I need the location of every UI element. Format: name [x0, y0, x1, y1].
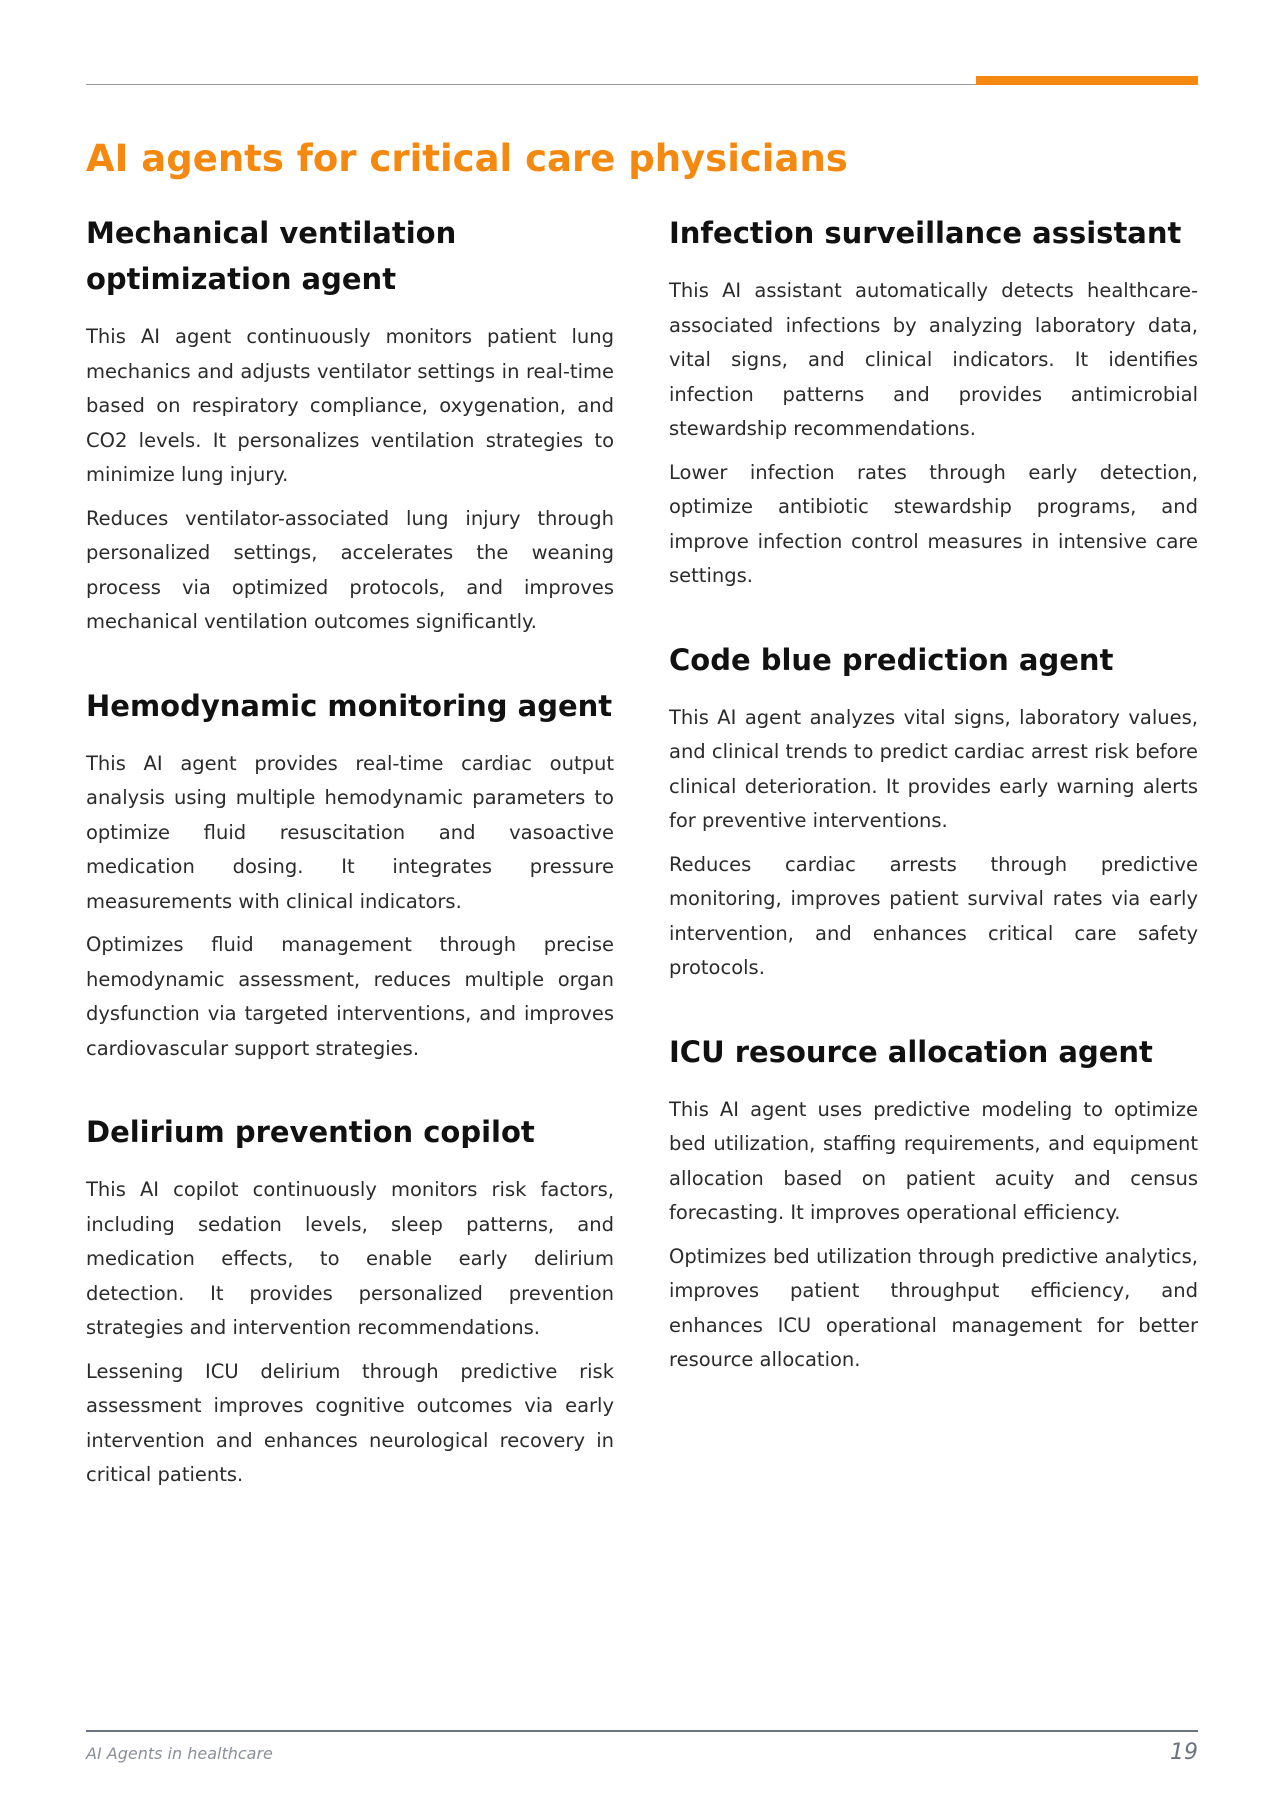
footer-document-title: AI Agents in healthcare: [86, 1744, 273, 1763]
section-benefits: Optimizes bed utilization through predictive analytics, improves patient throughput efficiency, and enhances ICU operational management for better resource allocation.: [669, 1244, 1198, 1371]
section-benefits: Reduces ventilator-associated lung injury through personalized settings, accelerates the weaning process via optimized protocols, and improves mechanical ventilation outcomes significantly.: [86, 506, 614, 633]
section-benefits: Optimizes fluid management through precise hemodynamic assessment, reduces multiple organ dysfunction via targeted interventions, and improves cardiovascular support strategies.: [86, 933, 614, 1060]
page-number: 19: [1170, 1740, 1198, 1765]
section-heading: Hemodynamic monitoring agent: [86, 688, 613, 723]
section-infection-surveillance: [669, 210, 1198, 594]
page-title: AI agents for critical care physicians: [86, 137, 848, 180]
section-code-blue-prediction: [669, 637, 1198, 986]
header-accent-bar: [976, 76, 1198, 85]
right-column: [669, 210, 1198, 1378]
section-description: This AI copilot continuously monitors risk factors, including sedation levels, sleep patterns, and medication effects, to enable early delirium detection. It provides personalized prevention strategies and intervention recommendations.: [86, 1178, 614, 1339]
section-benefits: Reduces cardiac arrests through predictive monitoring, improves patient survival rates via early intervention, and enhances critical care safety protocols.: [669, 852, 1198, 979]
section-description: This AI agent uses predictive modeling to optimize bed utilization, staffing requirements, and equipment allocation based on patient acuity and census forecasting. It improves operational efficiency.: [669, 1097, 1198, 1224]
section-mechanical-ventilation: [86, 210, 614, 640]
section-description: This AI agent provides real-time cardiac output analysis using multiple hemodynamic parameters to optimize fluid resuscitation and vasoactive medication dosing. It integrates pressure measurements with clinical indicators.: [86, 751, 614, 913]
section-heading: Delirium prevention copilot: [86, 1115, 535, 1149]
section-delirium-prevention: [86, 1109, 614, 1493]
section-benefits: Lower infection rates through early detection, optimize antibiotic stewardship programs, and improve infection control measures in intensive care settings.: [669, 460, 1198, 587]
footer-divider: [86, 1730, 1198, 1732]
section-icu-resource-allocation: [669, 1029, 1198, 1378]
section-heading: Infection surveillance assistant: [669, 216, 1182, 250]
left-column: [86, 210, 614, 1493]
section-benefits: Lessening ICU delirium through predictive risk assessment improves cognitive outcomes via early intervention and enhances neurological recovery in critical patients.: [86, 1359, 614, 1486]
section-heading: ICU resource allocation agent: [669, 1034, 1153, 1069]
section-description: This AI assistant automatically detects healthcare-associated infections by analyzing laboratory data, vital signs, and clinical indicators. It identifies infection patterns and provides antimicrobial stewardship recommendations.: [669, 279, 1198, 440]
section-description: This AI agent continuously monitors patient lung mechanics and adjusts ventilator settings in real-time based on respiratory compliance, oxygenation, and CO2 levels. It personalizes ventilation strategies to minimize lung injury.: [86, 325, 614, 486]
section-heading: Code blue prediction agent: [669, 642, 1114, 677]
section-heading: Mechanical ventilation optimization agent: [86, 216, 457, 296]
section-hemodynamic-monitoring: [86, 683, 614, 1067]
section-description: This AI agent analyzes vital signs, laboratory values, and clinical trends to predict cardiac arrest risk before clinical deterioration. It provides early warning alerts for preventive interventions.: [669, 705, 1198, 832]
